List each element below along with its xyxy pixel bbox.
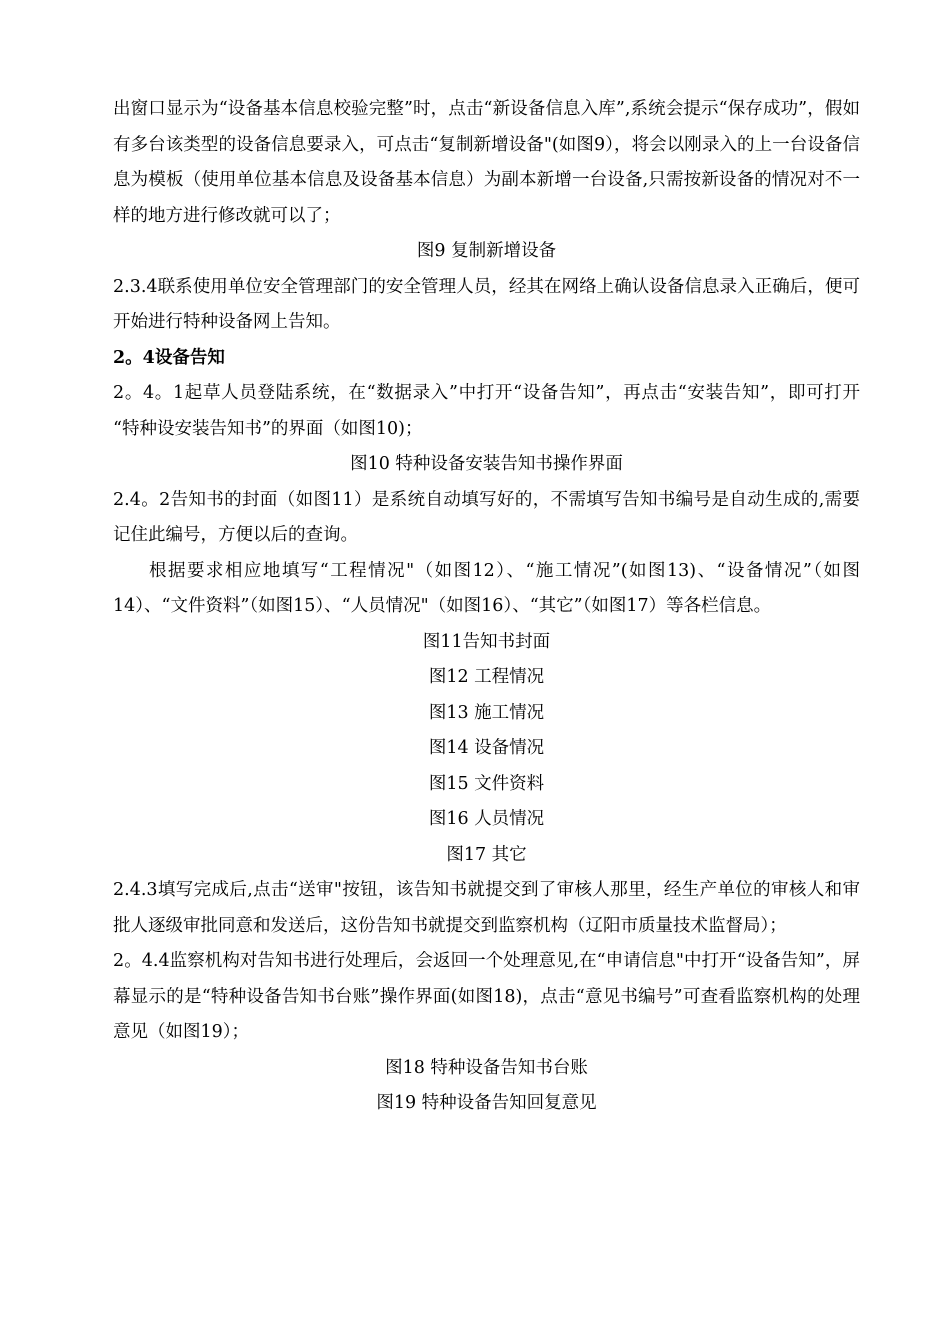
figure-caption: 图11告知书封面 [422, 631, 551, 652]
figure-caption: 图10 特种设备安装告知书操作界面 [350, 454, 623, 474]
body-paragraph: 2。4。1起草人员登陆系统，在“数据录入”中打开“设备告知”，再点击“安装告知”，即可打开 “特种设安装告知书”的界面（如图10)； [113, 383, 860, 439]
figure-caption: 图14 设备情况 [428, 738, 545, 758]
body-paragraph: 2.4.3填写完成后,点击“送审"按钮，该告知书就提交到了审核人那里，经生产单位的审核人和审批人逐级审批同意和发送后，这份告知书就提交到监察机构（辽阳市质量技术监督局）； [113, 880, 860, 936]
body-paragraph: 2.4。2告知书的封面（如图11）是系统自动填写好的，不需填写告知书编号是自动生成的,需要记住此编号，方便以后的查询。 [113, 489, 860, 545]
document-page [113, 92, 860, 1122]
figure-caption: 图12 工程情况 [428, 667, 545, 687]
body-paragraph: 2。4.4监察机构对告知书进行处理后，会返回一个处理意见,在“申请信息"中打开“设备告知”，屏幕显示的是“特种设备告知书台账”操作界面(如图18)，点击“意见书编号”可查看监察机构的处理意见（如图19）； [113, 951, 860, 1042]
figure-caption: 图13 施工情况 [428, 702, 545, 723]
figure-caption: 图16 人员情况 [428, 809, 545, 829]
body-paragraph: 出窗口显示为“设备基本信息校验完整”时，点击“新设备信息入库”,系统会提示“保存成功”，假如有多台该类型的设备信息要录入，可点击“复制新增设备"(如图9），将会以刚录入的上一台设备信息为模板（使用单位基本信息及设备基本信息）为副本新增一台设备,只需按新设备的情况对不一样的地方进行修改就可以了； [113, 99, 860, 226]
figure-caption: 图17 其它 [446, 844, 527, 865]
figure-caption: 图9 复制新增设备 [416, 241, 557, 261]
figure-caption: 图15 文件资料 [428, 773, 545, 794]
body-paragraph-indented: 根据要求相应地填写“工程情况"（如图12）、“施工情况”(如图13)、“设备情况”（如图14）、“文件资料”（如图15）、“人员情况"（如图16）、“其它”（如图17）等各栏信息。 [113, 560, 860, 616]
body-paragraph: 2.3.4联系使用单位安全管理部门的安全管理人员，经其在网络上确认设备信息录入正确后，便可开始进行特种设备网上告知。 [113, 276, 860, 332]
figure-caption: 图19 特种设备告知回复意见 [376, 1093, 597, 1113]
figure-caption: 图18 特种设备告知书台账 [385, 1057, 588, 1078]
section-heading: 2。4设备告知 [113, 347, 225, 368]
